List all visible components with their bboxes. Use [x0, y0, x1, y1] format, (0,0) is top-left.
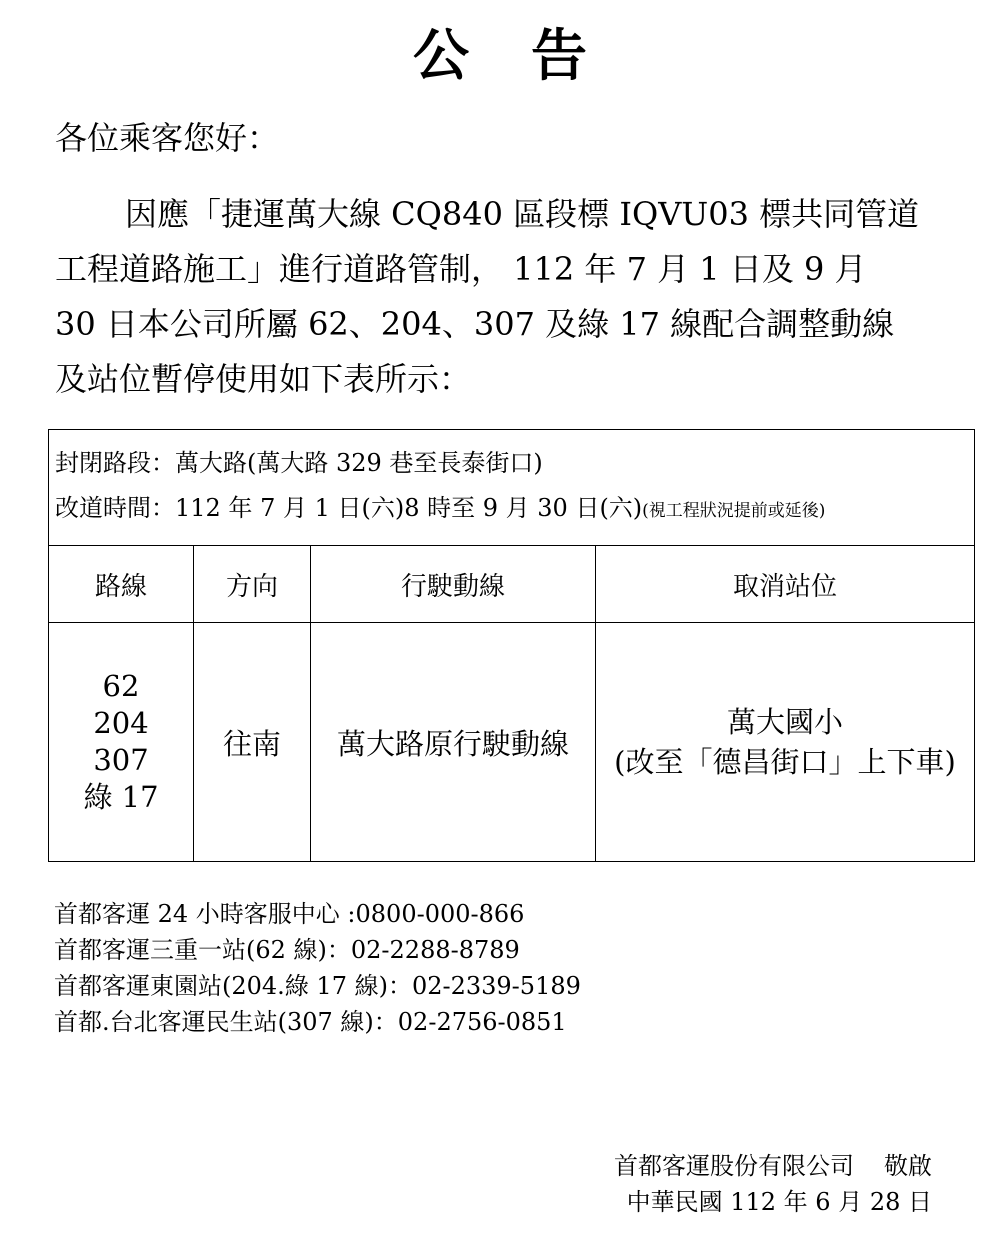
- cancelled-note: (改至「德昌街口」上下車): [614, 745, 956, 779]
- route-item: 62: [102, 669, 140, 703]
- header-cancelled-stop: 取消站位: [596, 546, 975, 623]
- route-item: 307: [93, 743, 149, 777]
- signature-block: [614, 1148, 932, 1220]
- paragraph-line-3: 30 日本公司所屬 62、204、307 及綠 17 線配合調整動線: [55, 305, 895, 343]
- page-title: [0, 14, 1000, 98]
- cancelled-stop: 萬大國小: [726, 705, 843, 739]
- paragraph-line-4: 及站位暫停使用如下表所示：: [55, 360, 472, 398]
- header-path: 行駛動線: [311, 546, 596, 623]
- routes-cell: [49, 623, 194, 862]
- company-name: 首都客運股份有限公司: [614, 1152, 854, 1180]
- title-char-1: 公: [413, 23, 469, 89]
- contact-item: 首都客運三重一站(62 線)：02-2288-8789: [54, 936, 520, 964]
- closed-section: 封閉路段：萬大路(萬大路 329 巷至長泰街口): [55, 449, 543, 477]
- signature-line: [614, 1148, 932, 1184]
- detour-note: (視工程狀況提前或延後): [642, 501, 826, 521]
- contact-item: 首都客運東園站(204.綠 17 線)：02-2339-5189: [54, 972, 581, 1000]
- detour-time-line: [55, 486, 974, 534]
- contact-item: 首都客運 24 小時客服中心 :0800-000-866: [54, 900, 525, 928]
- route-item: 204: [93, 706, 149, 740]
- cancelled-stop-cell: [596, 623, 975, 862]
- detour-time: 改道時間：112 年 7 月 1 日(六)8 時至 9 月 30 日(六): [55, 494, 643, 522]
- title-char-2: 告: [531, 23, 587, 89]
- closing: 敬啟: [884, 1152, 932, 1180]
- contact-list: [54, 896, 581, 1040]
- header-route: 路線: [49, 546, 194, 623]
- detour-info-cell: [49, 430, 975, 546]
- signature-date: 中華民國 112 年 6 月 28 日: [626, 1188, 932, 1216]
- direction-cell: 往南: [194, 623, 311, 862]
- header-direction: 方向: [194, 546, 311, 623]
- route-item: 綠 17: [83, 780, 159, 814]
- paragraph-line-1: 因應「捷運萬大線 CQ840 區段標 IQVU03 標共同管道: [125, 195, 920, 233]
- table-header-row: [49, 546, 975, 623]
- paragraph-line-2: 工程道路施工」進行道路管制， 112 年 7 月 1 日及 9 月: [55, 250, 867, 288]
- contact-item: 首都.台北客運民生站(307 線)：02-2756-0851: [54, 1008, 567, 1036]
- detour-table: [48, 429, 975, 862]
- table-row: [49, 623, 975, 862]
- path-cell: 萬大路原行駛動線: [311, 623, 596, 862]
- greeting: 各位乘客您好：: [55, 119, 280, 157]
